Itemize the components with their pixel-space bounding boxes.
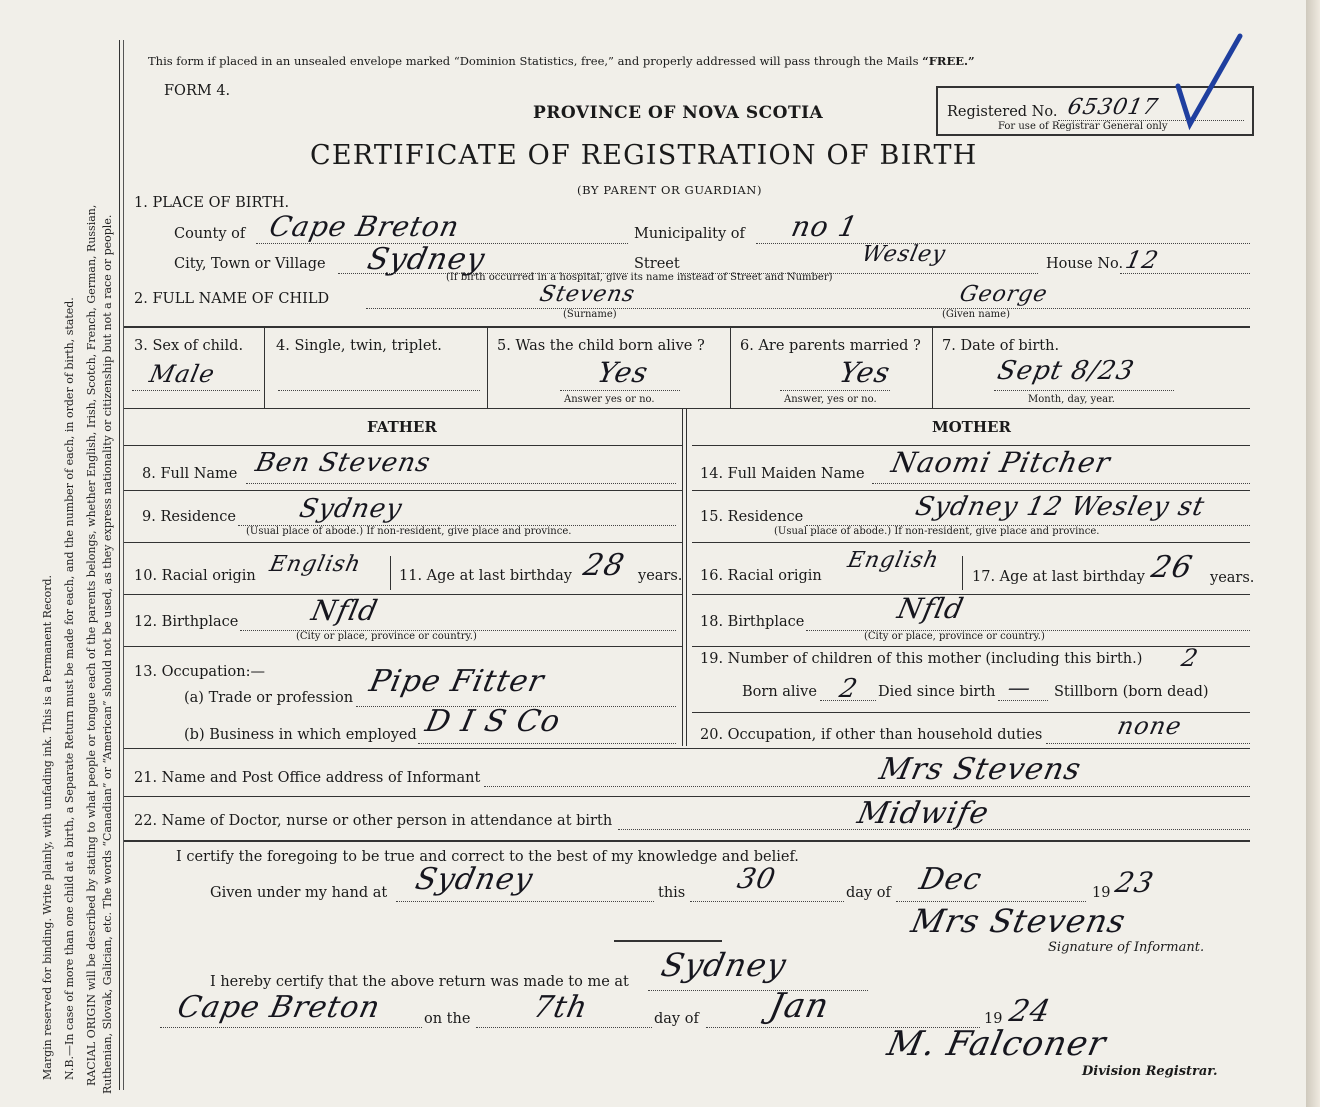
- given-at-label: Given under my hand at: [210, 885, 388, 901]
- registrar-day-line: [476, 1027, 652, 1028]
- informant-line: [484, 786, 1250, 787]
- row3-divider-3: [730, 326, 731, 408]
- margin-note-nationality: Ruthenian, Slovak, Galician, etc. The words “Canadian” or “American” should not be used, as they express nationality or citizenship but not a race or people.: [101, 214, 114, 1094]
- father-trade-label: (a) Trade or profession: [184, 690, 354, 706]
- died-since-birth-label: Died since birth: [878, 684, 996, 700]
- street-value: Wesley: [859, 242, 949, 267]
- registrar-year-value: 24: [1006, 994, 1054, 1029]
- mother-occupation-line: [1046, 743, 1250, 744]
- parents-married-caption: Answer, yes or no.: [784, 394, 877, 405]
- informant-value: Mrs Stevens: [876, 752, 1085, 787]
- row3-top-rule: [124, 326, 1250, 328]
- row3-bottom-rule: [124, 408, 1250, 409]
- informant-rule: [124, 796, 1250, 797]
- form-number: FORM 4.: [164, 83, 231, 99]
- year-prefix: 19: [1092, 885, 1111, 901]
- municipality-line: [756, 243, 1250, 244]
- given-year-value: 23: [1112, 866, 1158, 899]
- given-name-caption: (Given name): [942, 309, 1010, 320]
- parents-bottom-rule: [124, 748, 1250, 749]
- county-value: Cape Breton: [266, 210, 463, 243]
- mother-rule-3: [692, 542, 1250, 543]
- child-name-label: 2. FULL NAME OF CHILD: [134, 291, 330, 307]
- registrar-county-line: [160, 1027, 422, 1028]
- province-heading: PROVINCE OF NOVA SCOTIA: [533, 103, 824, 123]
- mother-heading: MOTHER: [932, 418, 1011, 436]
- father-birthplace-caption: (City or place, province or country.): [296, 631, 477, 642]
- mother-racial-value: English: [845, 548, 942, 573]
- registrar-signature: M. Falconer: [883, 1024, 1110, 1064]
- born-alive-value: Yes: [594, 356, 652, 389]
- row3-divider-4: [932, 326, 933, 408]
- row3-divider-1: [264, 326, 265, 408]
- margin-rule: [119, 40, 120, 1090]
- father-rule-2: [124, 490, 682, 491]
- certificate-title: CERTIFICATE OF REGISTRATION OF BIRTH: [310, 140, 978, 171]
- house-number-label: House No.: [1046, 256, 1124, 272]
- certificate-subtitle: (BY PARENT OR GUARDIAN): [577, 183, 763, 197]
- father-residence-value: Sydney: [296, 494, 406, 524]
- check-mark-icon: [1170, 28, 1260, 138]
- child-surname-value: Stevens: [537, 282, 638, 307]
- father-heading: FATHER: [367, 418, 437, 436]
- father-rule-1: [124, 445, 682, 446]
- father-business-line: [418, 743, 676, 744]
- mother-residence-caption: (Usual place of abode.) If non-resident, give place and province.: [774, 526, 1100, 537]
- street-label: Street: [634, 256, 680, 272]
- sex-label: 3. Sex of child.: [134, 338, 244, 354]
- margin-note-racial-origin: RACIAL ORIGIN will be described by stating to what people or tongue each of the parents belongs, whether English, Irish, Scotch, French, German, Russian,: [85, 204, 98, 1086]
- mother-occupation-label: 20. Occupation, if other than household duties: [700, 727, 1043, 743]
- row3-divider-2: [487, 326, 488, 408]
- sex-line: [132, 390, 260, 391]
- given-at-line: [396, 901, 654, 902]
- mother-name-label: 14. Full Maiden Name: [700, 466, 865, 482]
- county-label: County of: [174, 226, 246, 242]
- hospital-note: (If birth occurred in a hospital, give its name instead of Street and Number): [446, 272, 833, 283]
- registrar-county-value: Cape Breton: [174, 990, 384, 1025]
- mother-residence-label: 15. Residence: [700, 509, 804, 525]
- mother-birthplace-label: 18. Birthplace: [700, 614, 805, 630]
- mail-notice: This form if placed in an unsealed envelope marked “Dominion Statistics, free,” and properly addressed will pass through the Mails “FREE.”: [148, 54, 975, 68]
- mother-age-label: 17. Age at last birthday: [972, 569, 1145, 585]
- municipality-value: no 1: [788, 210, 862, 243]
- father-name-label: 8. Full Name: [142, 466, 238, 482]
- day-of-label: day of: [846, 885, 891, 901]
- registrar-place-value: Sydney: [657, 946, 791, 984]
- mother-birthplace-value: Nfld: [894, 592, 968, 625]
- born-alive-count-label: Born alive: [742, 684, 817, 700]
- child-given-value: George: [957, 282, 1051, 307]
- father-birthplace-label: 12. Birthplace: [134, 614, 239, 630]
- house-number-value: 12: [1123, 246, 1162, 274]
- city-label: City, Town or Village: [174, 256, 326, 272]
- father-residence-label: 9. Residence: [142, 509, 236, 525]
- municipality-label: Municipality of: [634, 226, 745, 242]
- margin-rule-inner: [123, 40, 124, 1090]
- on-the-label: on the: [424, 1011, 471, 1027]
- father-name-value: Ben Stevens: [252, 448, 434, 478]
- father-business-label: (b) Business in which employed: [184, 727, 417, 743]
- father-age-label: 11. Age at last birthday: [399, 568, 572, 584]
- signature-caption: Signature of Informant.: [1048, 940, 1205, 955]
- mother-children-label: 19. Number of children of this mother (including this birth.): [700, 651, 1143, 667]
- day-line: [690, 901, 844, 902]
- father-racial-label: 10. Racial origin: [134, 568, 256, 584]
- mother-residence-value: Sydney 12 Wesley st: [912, 492, 1208, 522]
- date-of-birth-value: Sept 8/23: [994, 356, 1138, 386]
- father-business-value: D I S Co: [422, 704, 564, 739]
- stillborn-label: Stillborn (born dead): [1054, 684, 1209, 700]
- registrar-day-value: 7th: [530, 990, 592, 1025]
- father-age-value: 28: [580, 548, 628, 583]
- mother-birthplace-caption: (City or place, province or country.): [864, 631, 1045, 642]
- father-rule-4: [124, 594, 682, 595]
- father-racial-divider: [390, 556, 391, 590]
- mother-racial-divider: [962, 556, 963, 590]
- mother-rule-5: [692, 646, 1250, 647]
- born-alive-count-value: 2: [836, 674, 861, 704]
- mother-age-value: 26: [1148, 550, 1196, 585]
- father-trade-value: Pipe Fitter: [366, 664, 548, 699]
- date-of-birth-caption: Month, day, year.: [1028, 394, 1115, 405]
- plurality-line: [278, 390, 480, 391]
- mother-age-unit: years.: [1210, 570, 1255, 586]
- mother-name-value: Naomi Pitcher: [888, 446, 1114, 479]
- date-of-birth-label: 7. Date of birth.: [942, 338, 1060, 354]
- father-rule-3: [124, 542, 682, 543]
- registrar-statement: I hereby certify that the above return was made to me at: [210, 974, 629, 990]
- registrar-month-value: Jan: [765, 986, 834, 1026]
- informant-label: 21. Name and Post Office address of Informant: [134, 770, 481, 786]
- parents-married-line: [780, 390, 890, 391]
- parents-divider-right: [686, 408, 687, 746]
- plurality-label: 4. Single, twin, triplet.: [276, 338, 442, 354]
- child-name-line: [366, 308, 1250, 309]
- born-alive-line: [560, 390, 680, 391]
- this-label: this: [658, 885, 686, 901]
- given-day-value: 30: [734, 862, 780, 895]
- father-rule-5: [124, 646, 682, 647]
- registrar-note: For use of Registrar General only: [998, 121, 1168, 132]
- margin-note-binding: Margin reserved for binding. Write plainly, with unfading ink. This is a Permanent Record.: [41, 574, 54, 1080]
- page-edge: [1306, 0, 1320, 1107]
- father-name-line: [246, 483, 676, 484]
- born-alive-label: 5. Was the child born alive ?: [497, 338, 705, 354]
- place-of-birth-label: 1. PLACE OF BIRTH.: [134, 195, 290, 211]
- informant-signature: Mrs Stevens: [907, 902, 1130, 940]
- short-divider: [614, 940, 722, 942]
- margin-note-multiple-births: N.B.—In case of more than one child at a birth, a Separate Return must be made for each, and the number of each, in order of birth, stated.: [63, 297, 76, 1080]
- mother-racial-label: 16. Racial origin: [700, 568, 822, 584]
- city-value: Sydney: [364, 242, 489, 277]
- mother-rule-2: [692, 490, 1250, 491]
- certification-statement: I certify the foregoing to be true and correct to the best of my knowledge and belief.: [176, 849, 799, 865]
- father-occupation-label: 13. Occupation:—: [134, 664, 265, 680]
- registrar-place-line: [648, 990, 868, 991]
- mother-children-value: 2: [1179, 644, 1202, 672]
- sex-value: Male: [147, 360, 218, 388]
- registrar-year-prefix: 19: [984, 1011, 1003, 1027]
- date-of-birth-line: [994, 390, 1174, 391]
- mother-rule-4: [692, 594, 1250, 595]
- mother-name-line: [872, 483, 1250, 484]
- died-since-birth-value: —: [1005, 676, 1034, 701]
- certification-top-rule: [124, 840, 1250, 842]
- doctor-value: Midwife: [854, 796, 993, 831]
- born-alive-caption: Answer yes or no.: [564, 394, 655, 405]
- doctor-label: 22. Name of Doctor, nurse or other person in attendance at birth: [134, 813, 613, 829]
- father-age-unit: years.: [638, 568, 683, 584]
- registrar-day-of-label: day of: [654, 1011, 699, 1027]
- father-racial-value: English: [267, 552, 364, 577]
- registered-label: Registered No.: [947, 104, 1058, 120]
- father-residence-caption: (Usual place of abode.) If non-resident, give place and province.: [246, 526, 572, 537]
- surname-caption: (Surname): [563, 309, 617, 320]
- division-registrar-caption: Division Registrar.: [1082, 1064, 1218, 1079]
- parents-married-value: Yes: [836, 356, 894, 389]
- parents-married-label: 6. Are parents married ?: [740, 338, 921, 354]
- given-at-value: Sydney: [412, 862, 537, 897]
- father-birthplace-value: Nfld: [308, 594, 382, 627]
- mother-occupation-value: none: [1115, 712, 1185, 740]
- given-month-value: Dec: [916, 862, 986, 897]
- registered-number: 653017: [1065, 95, 1161, 120]
